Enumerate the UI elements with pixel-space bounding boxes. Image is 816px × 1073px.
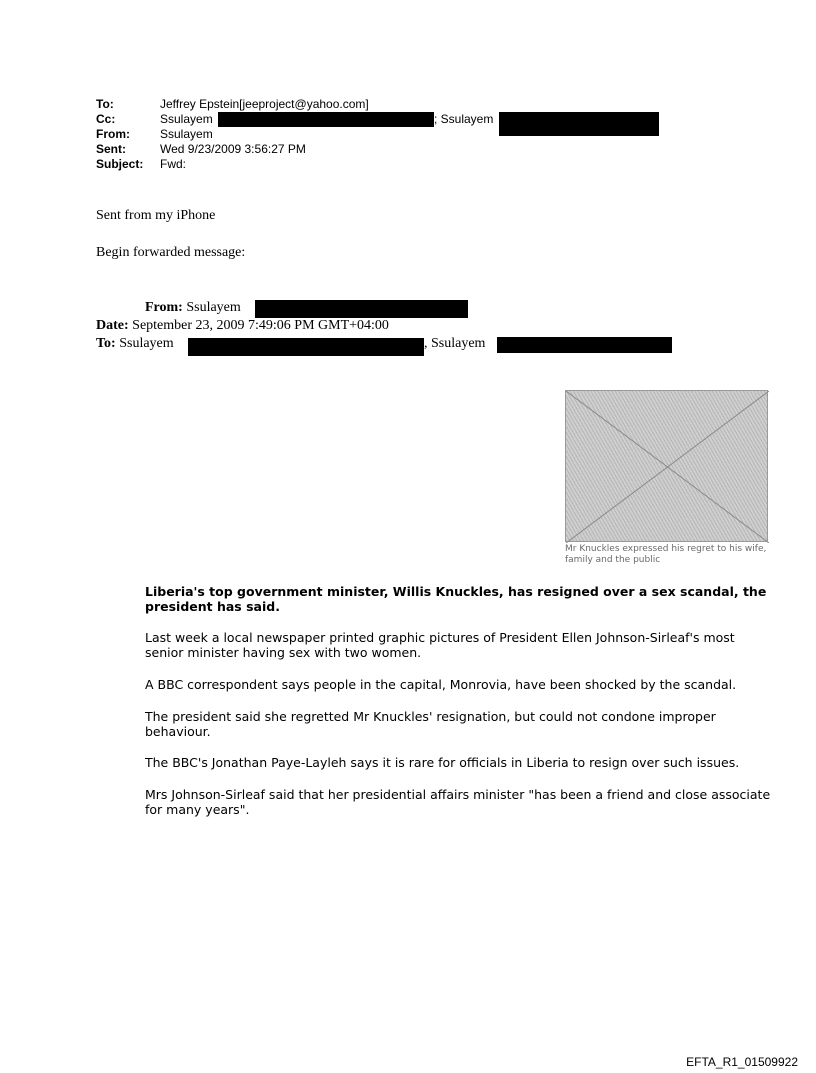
fwd-to-line — [96, 336, 174, 352]
fwd-to-value-1: Ssulayem — [119, 336, 174, 351]
redaction-cc-2 — [499, 112, 659, 136]
article-paragraph: The BBC's Jonathan Paye-Layleh says it is rare for officials in Liberia to resign over such issues. — [145, 755, 740, 770]
fwd-from-value: Ssulayem — [186, 300, 241, 315]
cc-label: Cc: — [96, 112, 116, 126]
from-label: From: — [96, 127, 130, 141]
article-lead: Liberia's top government minister, Willis Knuckles, has resigned over a sex scandal, the president has said. — [145, 584, 767, 614]
to-value: Jeffrey Epstein[jeeproject@yahoo.com] — [160, 97, 369, 111]
redaction-fwd-to-2 — [497, 337, 672, 353]
cc-value-1: Ssulayem — [160, 112, 213, 126]
broken-image-icon — [566, 391, 769, 543]
redaction-fwd-from — [255, 300, 468, 318]
subject-value: Fwd: — [160, 157, 187, 171]
fwd-from-label: From: — [145, 300, 183, 315]
begin-forwarded-line: Begin forwarded message: — [96, 245, 246, 260]
fwd-to-value-2: , Ssulayem — [424, 336, 486, 351]
sent-label: Sent: — [96, 142, 126, 156]
fwd-date-label: Date: — [96, 318, 129, 333]
sent-from-line: Sent from my iPhone — [96, 208, 216, 223]
fwd-from-line — [145, 300, 241, 316]
article-paragraph: Mrs Johnson-Sirleaf said that her presidential affairs minister "has been a friend and close associate for many years". — [145, 787, 771, 817]
fwd-date-line — [96, 318, 389, 334]
document-id: EFTA_R1_01509922 — [686, 1055, 798, 1069]
fwd-date-value: September 23, 2009 7:49:06 PM GMT+04:00 — [132, 318, 389, 333]
subject-label: Subject: — [96, 157, 144, 171]
cc-value-2: ; Ssulayem — [434, 112, 494, 126]
article-body — [145, 584, 775, 614]
redaction-fwd-to-1 — [188, 338, 424, 356]
from-value: Ssulayem — [160, 127, 213, 141]
article-paragraph: The president said she regretted Mr Knuckles' resignation, but could not condone improper behaviour. — [145, 709, 716, 739]
article-paragraph: A BBC correspondent says people in the capital, Monrovia, have been shocked by the scandal. — [145, 677, 737, 692]
image-caption: Mr Knuckles expressed his regret to his wife, family and the public — [565, 544, 767, 565]
to-label: To: — [96, 97, 114, 111]
fwd-to-label: To: — [96, 336, 116, 351]
redaction-cc-1 — [218, 112, 434, 127]
missing-image-placeholder — [565, 390, 768, 542]
sent-value: Wed 9/23/2009 3:56:27 PM — [160, 142, 306, 156]
article-paragraph: Last week a local newspaper printed graphic pictures of President Ellen Johnson-Sirleaf's most senior minister having sex with two women. — [145, 630, 735, 660]
